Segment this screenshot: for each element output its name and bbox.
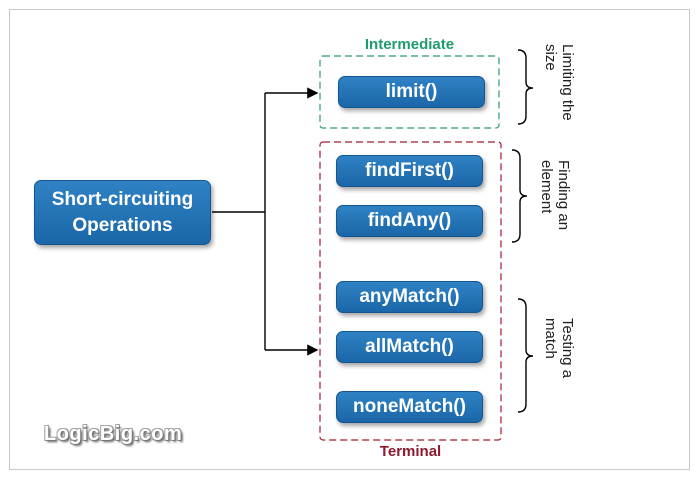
brace-finding [512,150,527,242]
note-testing-a-match [542,318,576,378]
note-testing-line2: match [542,318,559,359]
note-finding-line2: element [538,160,555,214]
intermediate-title: Intermediate [364,36,455,53]
connector-trunk [212,93,265,350]
op-allmatch: allMatch() [336,331,483,363]
brace-limiting [518,50,533,124]
terminal-title: Terminal [379,443,442,460]
op-limit: limit() [338,76,485,108]
op-anymatch: anyMatch() [336,281,483,313]
main-node-line2: Operations [72,214,173,236]
note-testing-line1: Testing a [559,318,576,379]
note-finding-an-element [538,160,572,230]
op-nonematch: noneMatch() [336,391,483,423]
op-findfirst: findFirst() [336,155,483,187]
note-limiting-line2: size [542,44,559,71]
note-finding-line1: Finding an [555,160,572,231]
note-limiting-line1: Limiting the [559,44,576,121]
op-findany: findAny() [336,205,483,237]
logicbig-watermark: LogicBig.com [44,423,183,445]
brace-testing [518,299,533,412]
short-circuiting-operations-node [34,180,211,245]
note-limiting-the-size [542,44,576,121]
main-node-line1: Short-circuiting [51,188,194,210]
